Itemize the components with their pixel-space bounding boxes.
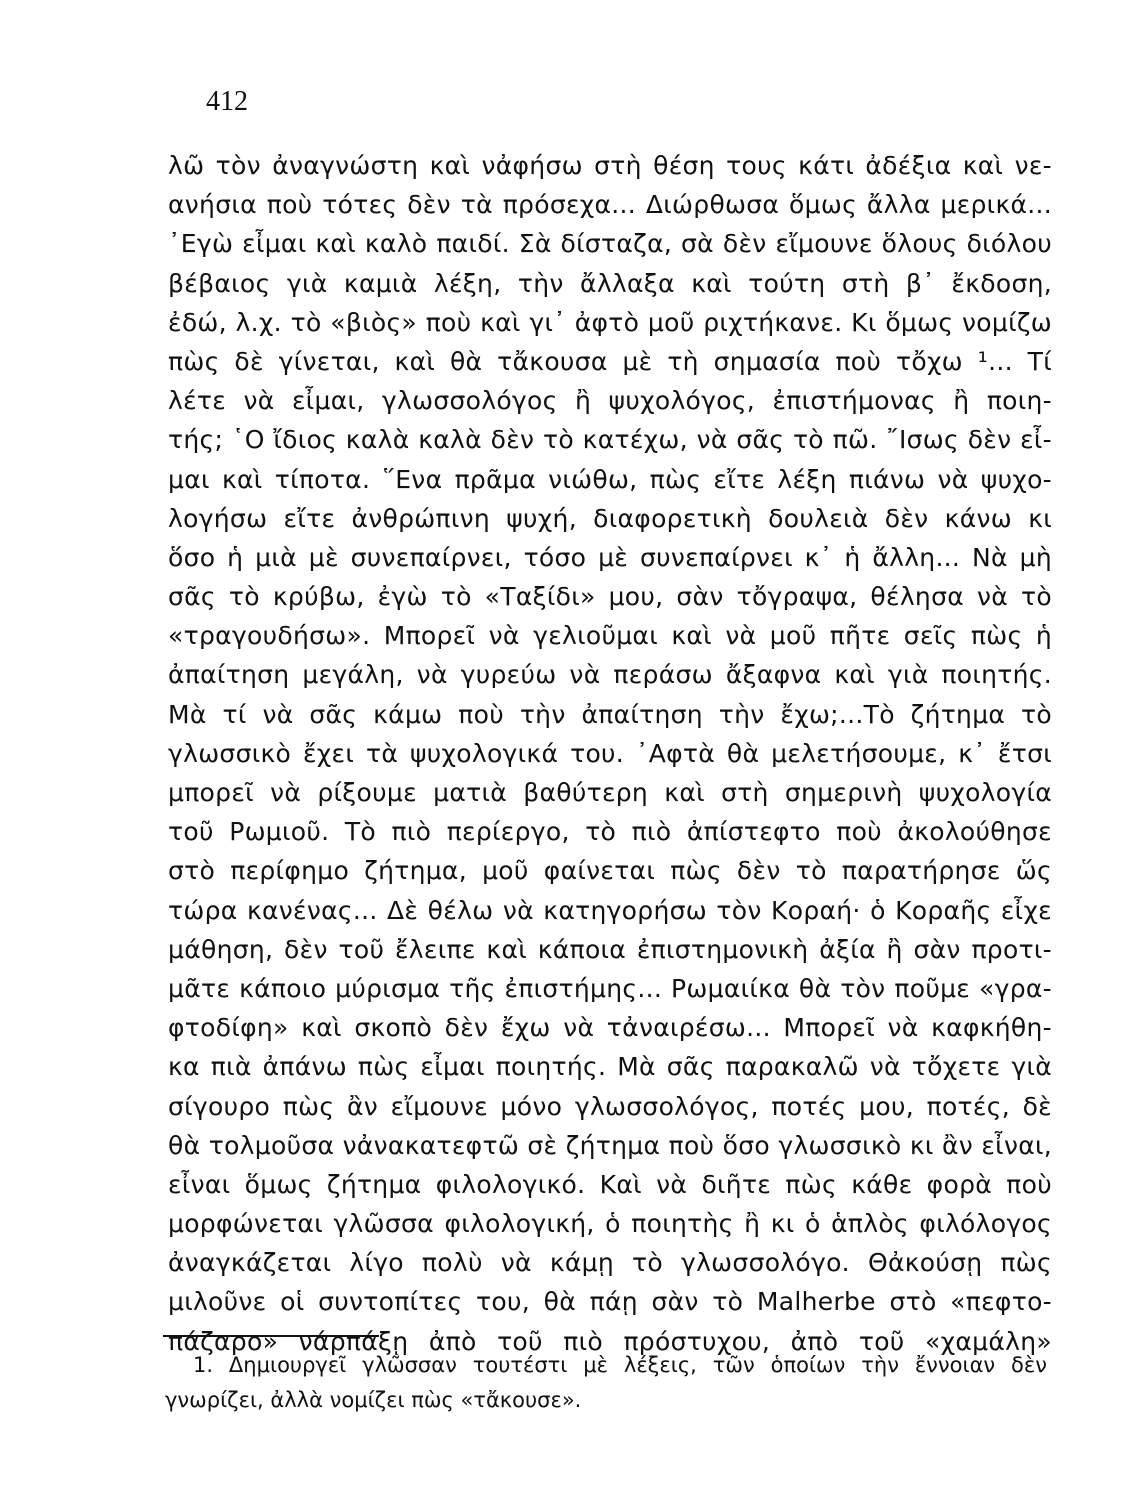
text-line: μπορεῖ νὰ ρίξουμε ματιὰ βαθύτερη καὶ στὴ σημερινὴ ψυχολογία bbox=[168, 778, 1052, 807]
text-line: ἀπαίτηση μεγάλη, νὰ γυρεύω νὰ περάσω ἄξαφνα καὶ γιὰ ποιητής. bbox=[168, 660, 1052, 690]
text-line: μαι καὶ τίποτα. ῞Ενα πρᾶμα νιώθω, πὼς εἴτε λέξη πιάνω νὰ ψυχο- bbox=[168, 464, 1052, 494]
body-text bbox=[168, 146, 1052, 1361]
text-line: κα πιὰ ἀπάνω πὼς εἶμαι ποιητής. Μὰ σᾶς παρακαλῶ νὰ τὄχετε γιὰ bbox=[168, 1052, 1052, 1082]
footnote-divider bbox=[163, 1335, 379, 1337]
text-line: τώρα κανένας... Δὲ θέλω νὰ κατηγορήσω τὸν Κοραή· ὁ Κοραῆς εἶχε bbox=[168, 895, 1052, 925]
text-line: ἀναγκάζεται λίγο πολὺ νὰ κάμῃ τὸ γλωσσολόγο. Θἀκούσῃ πὼς bbox=[168, 1248, 1052, 1278]
text-line: πάζαρο» νάρπάξῃ ἀπὸ τοῦ πιὸ πρόστυχου, ἀπὸ τοῦ «χαμάλη» bbox=[168, 1326, 1052, 1356]
footnote-line: 1. Δημιουργεῖ γλῶσσαν τουτέστι μὲ λέξεις, τῶν ὁποίων τὴν ἔννοιαν δὲν bbox=[193, 1353, 1047, 1377]
text-line: βέβαιος γιὰ καμιὰ λέξη, τὴν ἄλλαξα καὶ τούτη στὴ β᾿ ἔκδοση, bbox=[168, 268, 1052, 298]
text-line: ανήσια ποὺ τότες δὲν τὰ πρόσεχα... Διώρθωσα ὅμως ἄλλα μερικά... bbox=[168, 190, 1052, 220]
text-line: μᾶτε κάποιο μύρισμα τῆς ἐπιστήμης... Ρωμαιίκα θὰ τὸν ποῦμε «γρα- bbox=[168, 973, 1052, 1003]
text-line: λέτε νὰ εἶμαι, γλωσσολόγος ἢ ψυχολόγος, ἐπιστήμονας ἢ ποιη- bbox=[168, 386, 1052, 416]
text-line: γλωσσικὸ ἔχει τὰ ψυχολογικά του. ᾿Αφτὰ θὰ μελετήσουμε, κ᾿ ἔτσι bbox=[168, 738, 1052, 768]
text-line: στὸ περίφημο ζήτημα, μοῦ φαίνεται πὼς δὲν τὸ παρατήρησε ὥς bbox=[168, 856, 1052, 886]
text-line: πὼς δὲ γίνεται, καὶ θὰ τἄκουσα μὲ τὴ σημασία ποὺ τὄχω ¹... Τί bbox=[168, 346, 1052, 376]
text-line: θὰ τολμοῦσα νἀνακατεφτῶ σὲ ζήτημα ποὺ ὅσο γλωσσικὸ κι ἂν εἶναι, bbox=[168, 1130, 1052, 1160]
text-line: ὅσο ἡ μιὰ μὲ συνεπαίρνει, τόσο μὲ συνεπαίρνει κ᾿ ἡ ἄλλη... Νὰ μὴ bbox=[168, 542, 1052, 572]
text-line: τοῦ Ρωμιοῦ. Τὸ πιὸ περίεργο, τὸ πιὸ ἀπίστεφτο ποὺ ἀκολούθησε bbox=[168, 817, 1052, 847]
footnote-line: γνωρίζει, ἀλλὰ νομίζει πὼς «τἄκουσε». bbox=[165, 1388, 582, 1412]
text-line: «τραγουδήσω». Μπορεῖ νὰ γελιοῦμαι καὶ νὰ μοῦ πῆτε σεῖς πὼς ἡ bbox=[168, 621, 1052, 651]
text-line: λῶ τὸν ἀναγνώστη καὶ νἀφήσω στὴ θέση τους κάτι ἀδέξια καὶ νε- bbox=[168, 151, 1052, 180]
text-line: ἐδώ, λ.χ. τὸ «βιὸς» ποὺ καὶ γι᾿ ἀφτὸ μοῦ ριχτήκανε. Κι ὅμως νομίζω bbox=[168, 307, 1052, 337]
footnote bbox=[165, 1348, 1047, 1418]
text-line: μορφώνεται γλῶσσα φιλολογική, ὁ ποιητὴς ἢ κι ὁ ἁπλὸς φιλόλογος bbox=[168, 1209, 1052, 1239]
text-line: μάθηση, δὲν τοῦ ἔλειπε καὶ κάποια ἐπιστημονικὴ ἀξία ἢ σὰν προτι- bbox=[168, 934, 1052, 964]
text-line: μιλοῦνε οἱ συντοπίτες του, θὰ πάῃ σὰν τὸ Malherbe στὸ «πεφτο- bbox=[168, 1287, 1052, 1317]
text-line: Μὰ τί νὰ σᾶς κάμω ποὺ τὴν ἀπαίτηση τὴν ἔχω;...Τὸ ζήτημα τὸ bbox=[168, 699, 1052, 729]
text-line: σίγουρο πὼς ἂν εἴμουνε μόνο γλωσσολόγος, ποτές μου, ποτές, δὲ bbox=[168, 1091, 1052, 1121]
text-line: λογήσω εἴτε ἀνθρώπινη ψυχή, διαφορετικὴ δουλειὰ δὲν κάνω κι bbox=[168, 503, 1052, 533]
text-line: ᾿Εγὼ εἶμαι καὶ καλὸ παιδί. Σὰ δίσταζα, σὰ δὲν εἴμουνε ὅλους διόλου bbox=[168, 229, 1052, 259]
text-line: τής; ῾Ο ἴδιος καλὰ καλὰ δὲν τὸ κατέχω, νὰ σᾶς τὸ πῶ. ῎Ισως δὲν εἶ- bbox=[168, 425, 1052, 455]
page-number: 412 bbox=[206, 86, 248, 117]
text-line: φτοδίφη» καὶ σκοπὸ δὲν ἔχω νὰ τἀναιρέσω... Μπορεῖ νὰ καφκήθη- bbox=[168, 1013, 1052, 1043]
text-line: σᾶς τὸ κρύβω, ἐγὼ τὸ «Ταξίδι» μου, σὰν τὄγραψα, θέλησα νὰ τὸ bbox=[168, 582, 1052, 612]
text-line: εἶναι ὅμως ζήτημα φιλολογικό. Καὶ νὰ διῆτε πὼς κάθε φορὰ ποὺ bbox=[168, 1169, 1052, 1199]
